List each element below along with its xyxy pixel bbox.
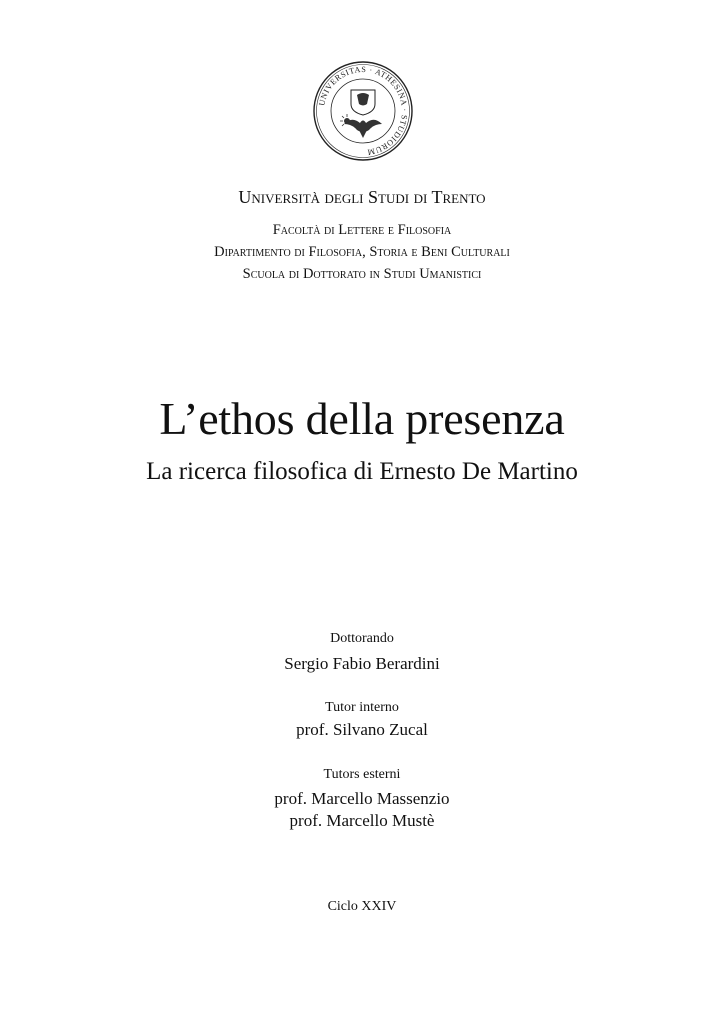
doctoral-school-name: Scuola di Dottorato in Studi Umanistici [242, 266, 482, 282]
external-tutor-name: prof. Marcello Massenzio [274, 789, 450, 808]
seal-ring-text: UNIVERSITAS · ATHESINA · STUDIORUM [317, 64, 410, 157]
external-tutors-label: Tutors esterni [323, 767, 401, 782]
faculty-name: Facoltà di Lettere e Filosofia [272, 222, 452, 238]
department-name: Dipartimento di Filosofia, Storia e Beni Culturali [214, 244, 510, 260]
university-name: Università degli Studi di Trento [238, 187, 486, 207]
doctoral-cycle: Ciclo XXIV [327, 899, 397, 914]
thesis-subtitle: La ricerca filosofica di Ernesto De Martino [146, 458, 578, 485]
internal-tutor-label: Tutor interno [325, 700, 399, 715]
internal-tutor-name: prof. Silvano Zucal [296, 720, 428, 739]
candidate-label: Dottorando [330, 631, 394, 646]
thesis-title: L’ethos della presenza [159, 393, 565, 444]
university-seal-icon [312, 60, 414, 162]
external-tutor-name: prof. Marcello Mustè [289, 811, 435, 830]
candidate-name: Sergio Fabio Berardini [284, 654, 440, 673]
